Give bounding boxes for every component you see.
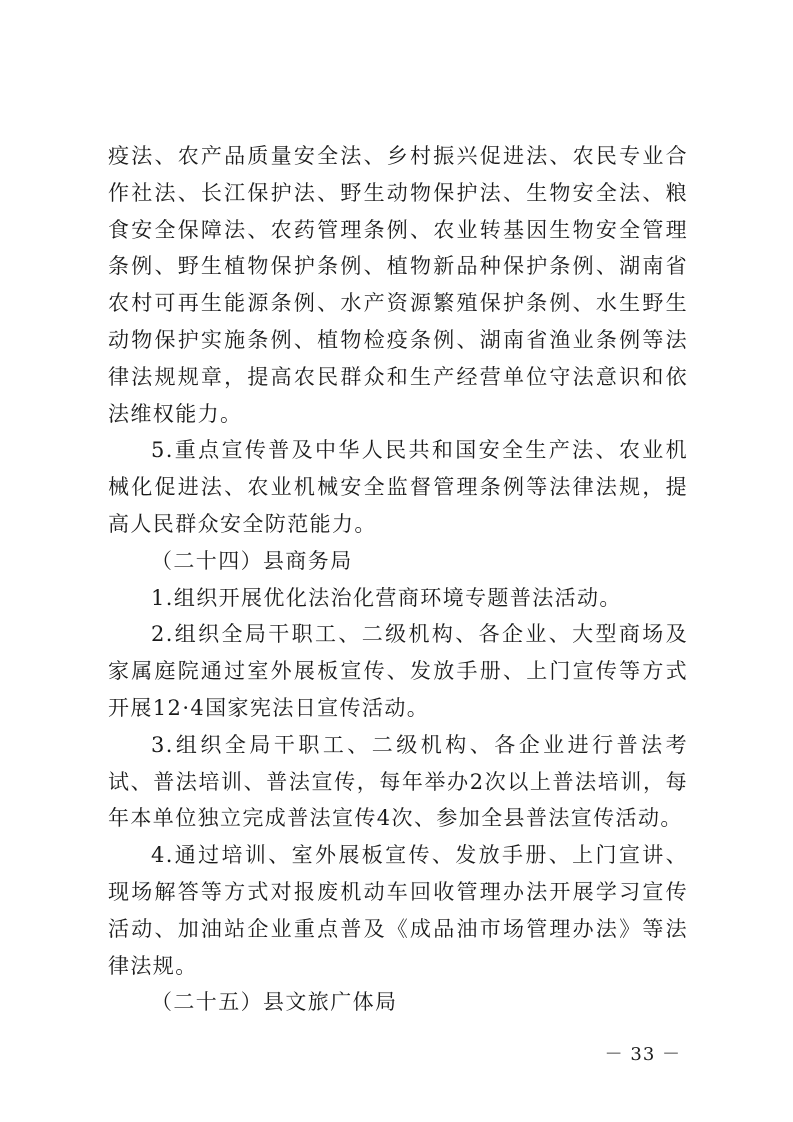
paragraph-item-4: 4.通过培训、室外展板宣传、发放手册、上门宣讲、现场解答等方式对报废机动车回收管理办法开展学习宣传活动、加油站企业重点普及《成品油市场管理办法》等法律法规。 bbox=[108, 843, 688, 978]
section-heading-25: （二十五）县文旅广体局 bbox=[151, 990, 398, 1015]
paragraph-item-3: 3.组织全局干职工、二级机构、各企业进行普法考试、普法培训、普法宣传，每年举办2次以上普法培训，每年本单位独立完成普法宣传4次、参加全县普法宣传活动。 bbox=[108, 732, 688, 831]
page-number: － 33 － bbox=[604, 1044, 681, 1065]
paragraph-item-1: 1.组织开展优化法治化营商环境专题普法活动。 bbox=[151, 585, 622, 610]
paragraph-item-2: 2.组织全局干职工、二级机构、各企业、大型商场及家属庭院通过室外展板宣传、发放手册、上门宣传等方式开展12·4国家宪法日宣传活动。 bbox=[108, 622, 688, 720]
document-body bbox=[108, 138, 688, 1021]
paragraph-item-5: 5.重点宣传普及中华人民共和国安全生产法、农业机械化促进法、农业机械安全监督管理条例等法律法规，提高人民群众安全防范能力。 bbox=[108, 438, 688, 536]
paragraph-continuation: 疫法、农产品质量安全法、乡村振兴促进法、农民专业合作社法、长江保护法、野生动物保护法、生物安全法、粮食安全保障法、农药管理条例、农业转基因生物安全管理条例、野生植物保护条例、植物新品种保护条例、湖南省农村可再生能源条例、水产资源繁殖保护条例、水生野生动物保护实施条例、植物检疫条例、湖南省渔业条例等法律法规规章，提高农民群众和生产经营单位守法意识和依法维权能力。 bbox=[108, 144, 688, 426]
section-heading-24: （二十四）县商务局 bbox=[151, 548, 353, 573]
